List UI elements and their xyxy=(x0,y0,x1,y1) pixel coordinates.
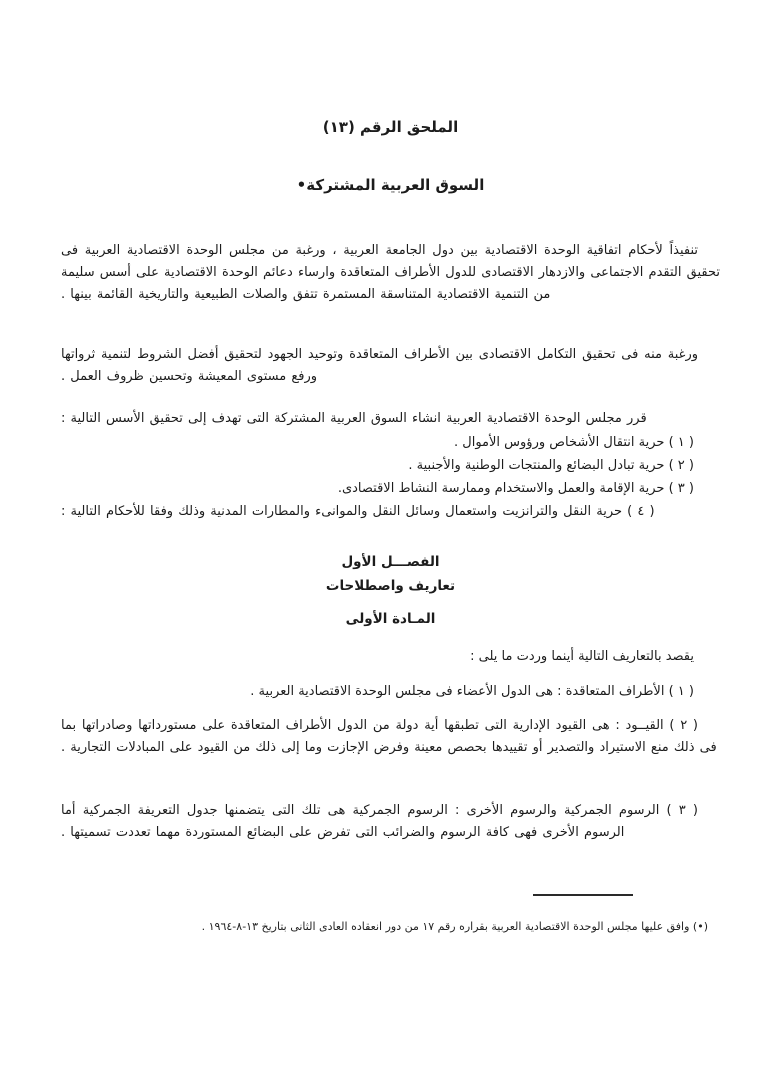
decision-intro: قرر مجلس الوحدة الاقتصادية العربية انشاء السوق العربية المشتركة التى تهدف إلى تحقيق الأسس التالية : xyxy=(61,411,647,426)
chapter-title: الفصـــل الأول xyxy=(341,554,440,570)
preamble-paragraph-1: تنفيذاً لأحكام اتفاقية الوحدة الاقتصادية بين دول الجامعة العربية ، ورغبة من مجلس الوحدة الاقتصادية العربية فى تحقيق التقدم الاجتماعى والازدهار الاقتصادى للدول الأطراف المتعاقدة وارساء دعائم الوحدة الاقتصادية على أسس سليمة من التنمية الاقتصادية المتناسقة المستمرة تتفق والصلات الطبيعية والتاريخية القائمة بينها . xyxy=(61,243,720,302)
definitions-intro: يقصد بالتعاريف التالية أينما وردت ما يلى : xyxy=(470,649,694,664)
definition-item-1: ( ١ ) الأطراف المتعاقدة : هى الدول الأعضاء فى مجلس الوحدة الاقتصادية العربية . xyxy=(250,684,694,699)
objective-item-1: ( ١ ) حرية انتقال الأشخاص ورؤوس الأموال . xyxy=(454,435,694,450)
document-title: السوق العربية المشتركة• xyxy=(296,176,485,194)
footnote-separator-rule xyxy=(533,894,633,896)
definition-item-2: ( ٢ ) القيــود : هى القيود الإدارية التى تطبقها أية دولة من الدول الأطراف المتعاقدة على مستورداتها وصادراتها بما فى ذلك منع الاستيراد والتصدير أو تقييدها بحصص معينة وفرض الإجازت وما إلى ذلك من القيود على المبادلات التجارية . xyxy=(61,718,717,755)
appendix-title: الملحق الرقم (١٣) xyxy=(322,118,459,136)
definition-item-3: ( ٣ ) الرسوم الجمركية والرسوم الأخرى : الرسوم الجمركية هى تلك التى يتضمنها جدول التعريفة الجمركية أما الرسوم الأخرى فهى كافة الرسوم والضرائب التى تفرض على البضائع المستوردة مهما تعددت تسميتها . xyxy=(61,803,698,840)
objective-item-3: ( ٣ ) حرية الإقامة والعمل والاستخدام وممارسة النشاط الاقتصادى. xyxy=(337,481,694,496)
objective-item-2: ( ٢ ) حرية تبادل البضائع والمنتجات الوطنية والأجنبية . xyxy=(408,458,694,473)
preamble-paragraph-2: ورغبة منه فى تحقيق التكامل الاقتصادى بين الأطراف المتعاقدة وتوحيد الجهود لتحقيق أفضل الشروط لتنمية ثرواتها ورفع مستوى المعيشة وتحسين ظروف العمل . xyxy=(61,347,698,384)
article-title: المـادة الأولى xyxy=(345,611,436,627)
objective-item-4: ( ٤ ) حرية النقل والترانزيت واستعمال وسائل النقل والموانىء والمطارات المدنية وذلك وفقا للأحكام التالية : xyxy=(61,504,655,519)
chapter-subtitle: تعاريف واصطلاحات xyxy=(325,578,456,594)
footnote-text: (•) وافق عليها مجلس الوحدة الاقتصادية العربية بقراره رقم ١٧ من دور انعقاده العادى الثانى بتاريخ ١٣-٨-١٩٦٤ . xyxy=(201,920,708,933)
